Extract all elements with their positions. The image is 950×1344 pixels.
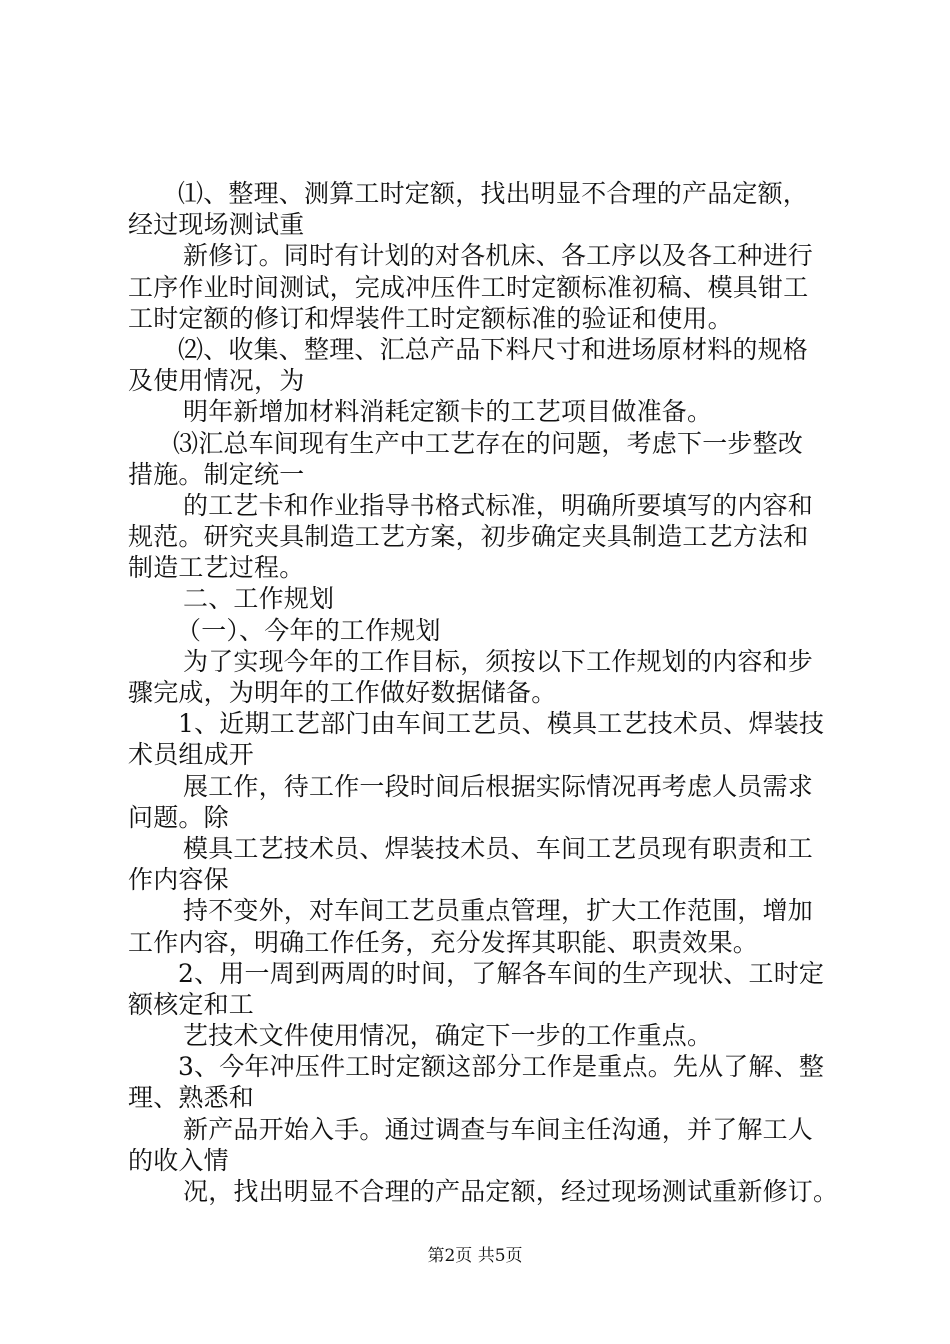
- body-text-line: 额核定和工: [128, 989, 255, 1019]
- body-text-line: 2、用一周到两周的时间，了解各车间的生产现状、工时定: [178, 958, 825, 988]
- body-text-line: ⑶汇总车间现有生产中工艺存在的问题，考虑下一步整改: [173, 428, 804, 458]
- body-text-line: 理、熟悉和: [128, 1083, 255, 1113]
- body-text-line: （一）、今年的工作规划: [176, 615, 441, 645]
- body-text-line: 为了实现今年的工作目标，须按以下工作规划的内容和步: [183, 646, 814, 676]
- body-text-line: 新产品开始入手。通过调查与车间主任沟通，并了解工人: [183, 1114, 814, 1144]
- body-text-line: 二、工作规划: [183, 584, 335, 614]
- body-text-line: 明年新增加材料消耗定额卡的工艺项目做准备。: [183, 397, 713, 427]
- body-text-line: 况，找出明显不合理的产品定额，经过现场测试重新修订。: [183, 1177, 839, 1206]
- body-text-line: 及使用情况，为: [128, 366, 305, 396]
- body-text-line: 展工作，待工作一段时间后根据实际情况再考虑人员需求: [183, 771, 814, 801]
- body-text-line: 术员组成开: [128, 740, 255, 770]
- body-text-line: 措施。制定统一: [128, 459, 305, 489]
- body-text-line: 模具工艺技术员、焊装技术员、车间工艺员现有职责和工: [183, 833, 814, 863]
- body-text-line: 骤完成，为明年的工作做好数据储备。: [128, 678, 557, 707]
- body-text-line: 的工艺卡和作业指导书格式标准，明确所要填写的内容和: [183, 490, 814, 520]
- body-text-line: 3、今年冲压件工时定额这部分工作是重点。先从了解、整: [178, 1052, 825, 1082]
- body-text-line: 规范。研究夹具制造工艺方案，初步确定夹具制造工艺方法和: [128, 522, 809, 552]
- body-text-line: 的收入情: [128, 1145, 229, 1175]
- body-text-line: 问题。除: [128, 802, 229, 832]
- body-text-line: 工序作业时间测试，完成冲压件工时定额标准初稿、模具钳工: [128, 272, 809, 302]
- body-text-line: 经过现场测试重: [128, 210, 305, 240]
- body-text-line: 1、近期工艺部门由车间工艺员、模具工艺技术员、焊装技: [178, 709, 825, 739]
- body-text-line: 工作内容，明确工作任务，充分发挥其职能、职责效果。: [128, 927, 759, 957]
- page-number-label: 第2页 共5页: [427, 1246, 523, 1266]
- document-body: [128, 178, 843, 1207]
- page-footer: [0, 1245, 950, 1267]
- body-text-line: 艺技术文件使用情况，确定下一步的工作重点。: [183, 1021, 713, 1051]
- body-text-line: 作内容保: [128, 865, 229, 895]
- body-text-line: 制造工艺过程。: [128, 553, 305, 583]
- body-text-line: 工时定额的修订和焊装件工时定额标准的验证和使用。: [128, 303, 733, 333]
- body-text-line: ⑵、收集、整理、汇总产品下料尺寸和进场原材料的规格: [178, 334, 809, 364]
- body-text-line: 持不变外，对车间工艺员重点管理，扩大工作范围，增加: [183, 896, 814, 926]
- body-text-line: ⑴、整理、测算工时定额，找出明显不合理的产品定额，: [178, 179, 809, 208]
- body-text-line: 新修订。同时有计划的对各机床、各工序以及各工种进行: [183, 241, 814, 271]
